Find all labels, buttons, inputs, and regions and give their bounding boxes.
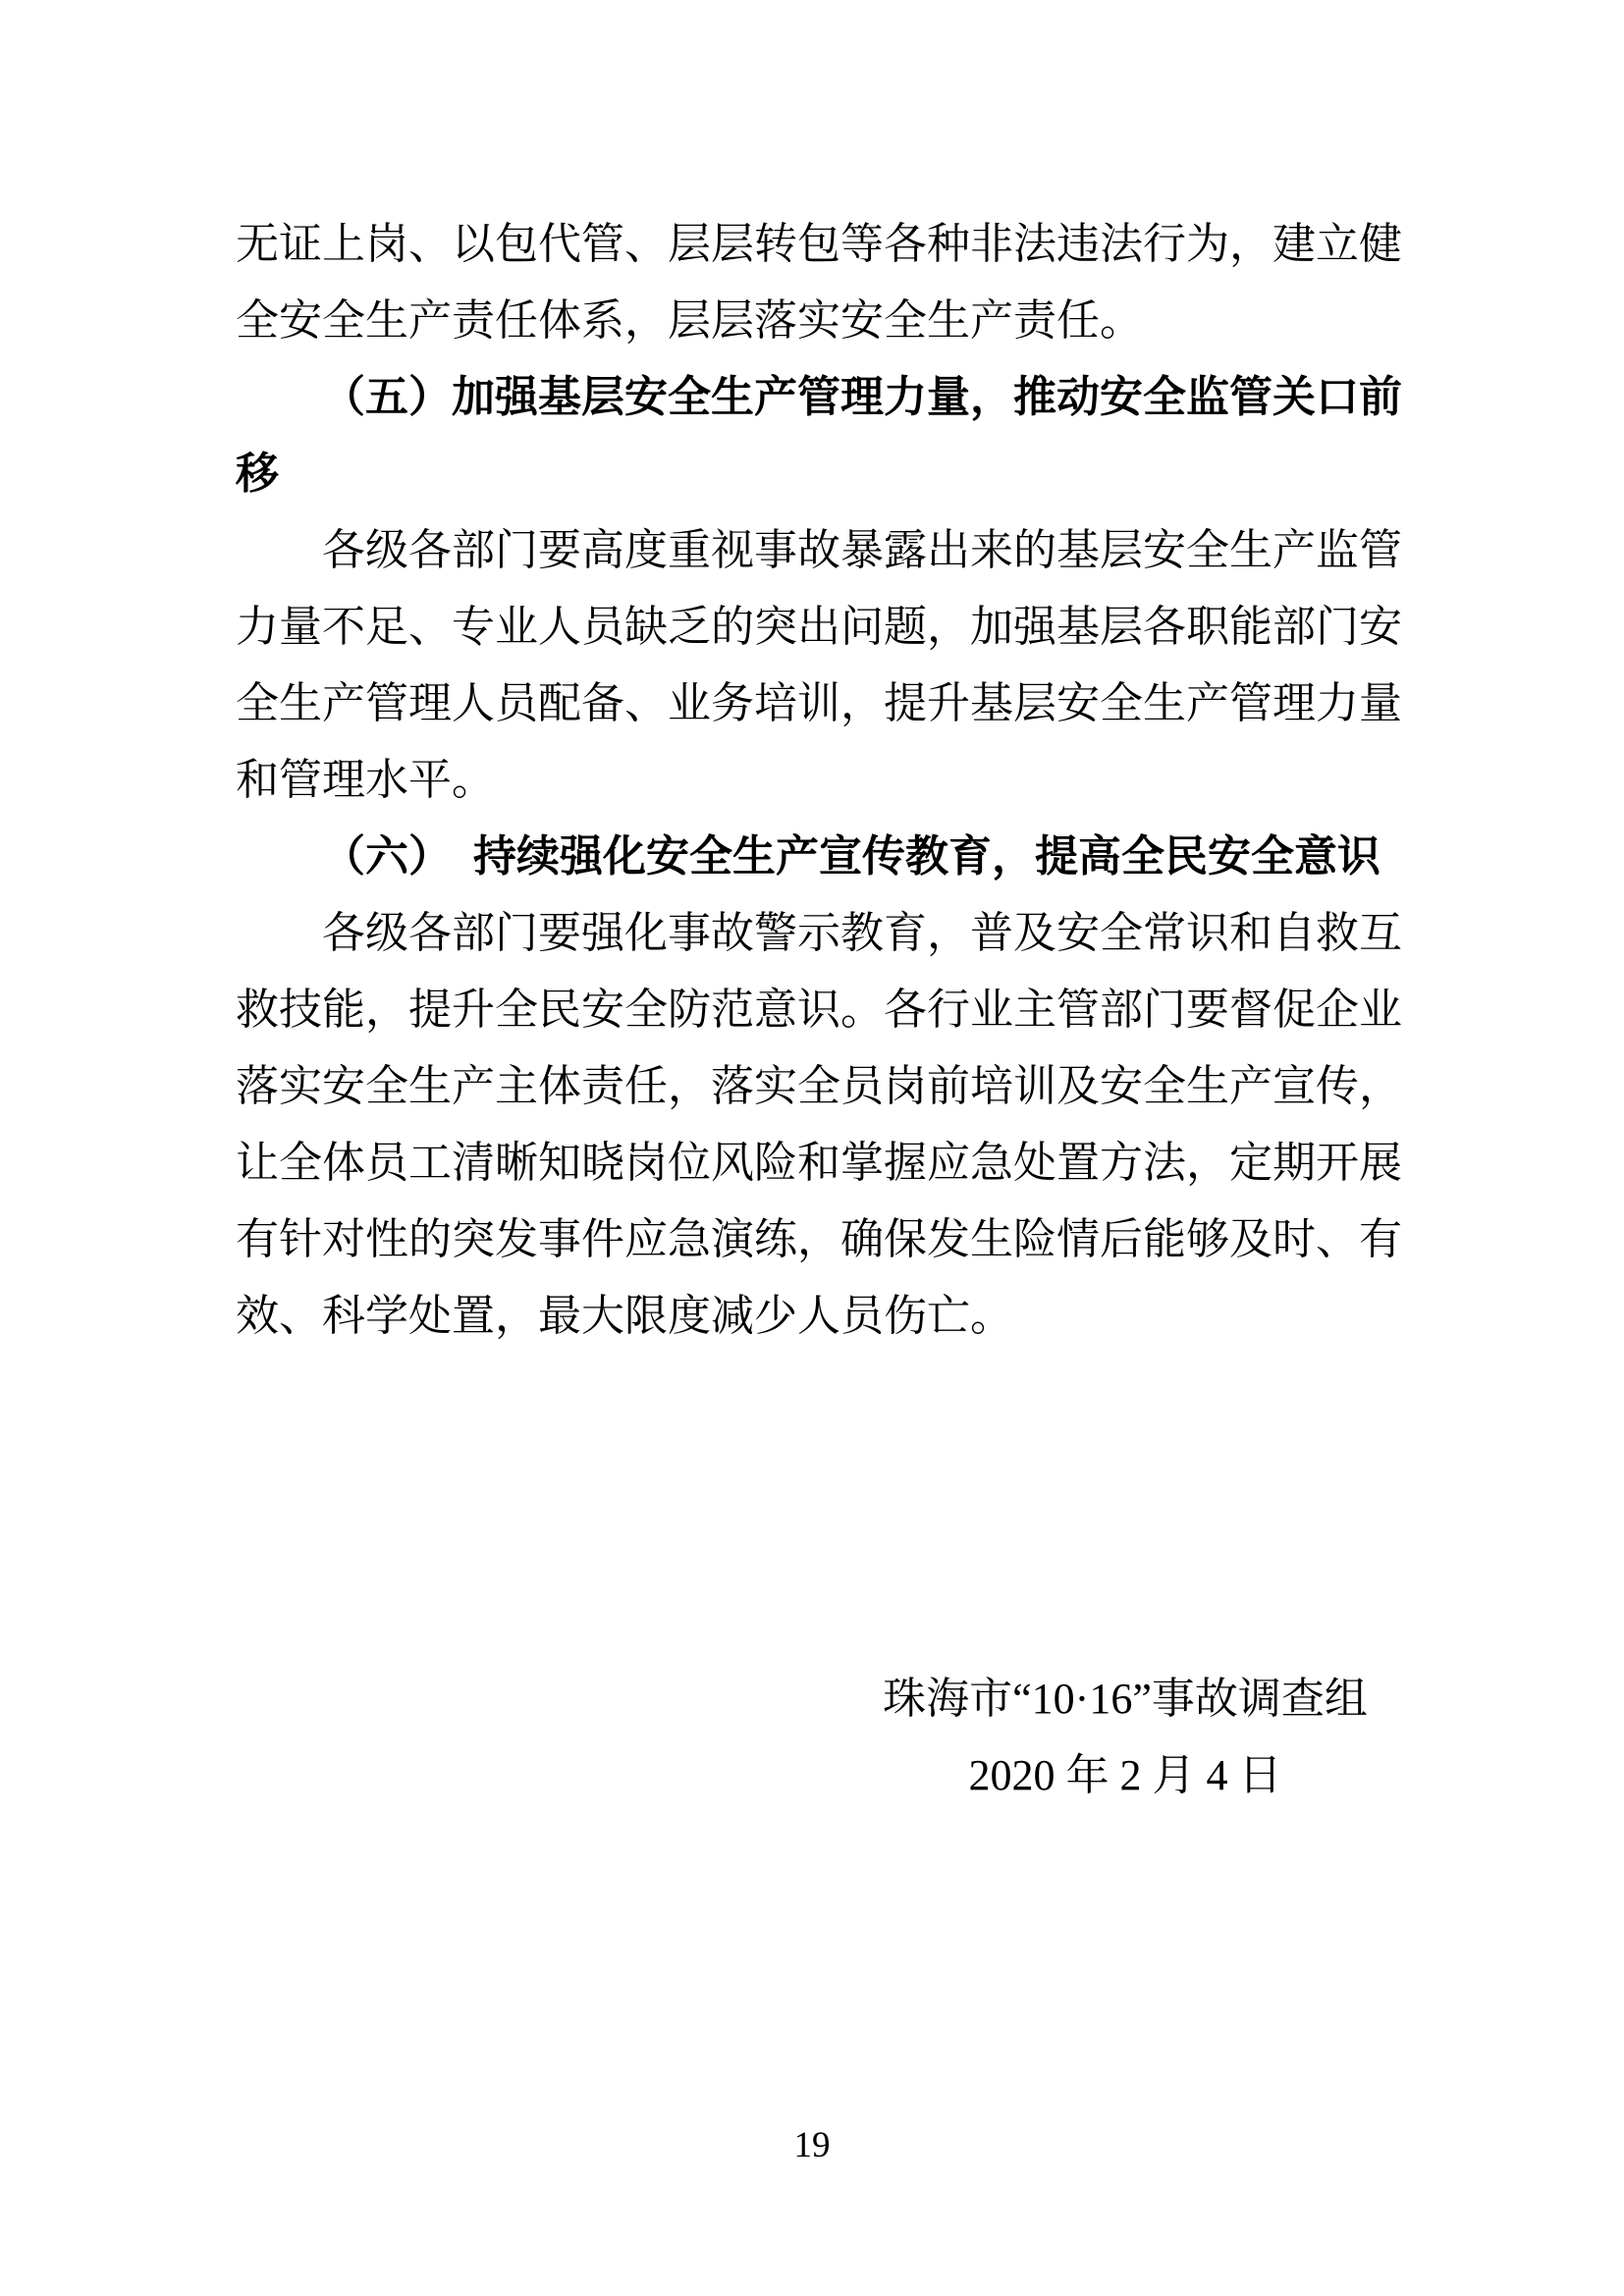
signature-organization: 珠海市“10·16”事故调查组 xyxy=(883,1675,1368,1723)
signature-block xyxy=(837,1661,1414,1814)
page-number: 19 xyxy=(793,2125,831,2165)
signature-date: 2020 年 2 月 4 日 xyxy=(968,1751,1282,1799)
paragraph-section-5-body: 各级各部门要高度重视事故暴露出来的基层安全生产监管力量不足、专业人员缺乏的突出问题，加强基层各职能部门安全生产管理人员配备、业务培训，提升基层安全生产管理力量和管理水平。 xyxy=(236,526,1402,804)
section-heading-6: （六） 持续强化安全生产宣传教育，提高全民安全意识 xyxy=(322,832,1380,881)
section-heading-5: （五）加强基层安全生产管理力量，推动安全监管关口前移 xyxy=(236,373,1402,498)
paragraph-continuation: 无证上岗、以包代管、层层转包等各种非法违法行为，建立健全安全生产责任体系，层层落实安全生产责任。 xyxy=(236,220,1402,345)
document-body xyxy=(236,206,1402,1355)
paragraph-section-6-body: 各级各部门要强化事故警示教育，普及安全常识和自救互救技能，提升全民安全防范意识。各行业主管部门要督促企业落实安全生产主体责任，落实全员岗前培训及安全生产宣传，让全体员工清晰知晓岗位风险和掌握应急处置方法，定期开展有针对性的突发事件应急演练，确保发生险情后能够及时、有效、科学处置，最大限度减少人员伤亡。 xyxy=(236,909,1402,1340)
